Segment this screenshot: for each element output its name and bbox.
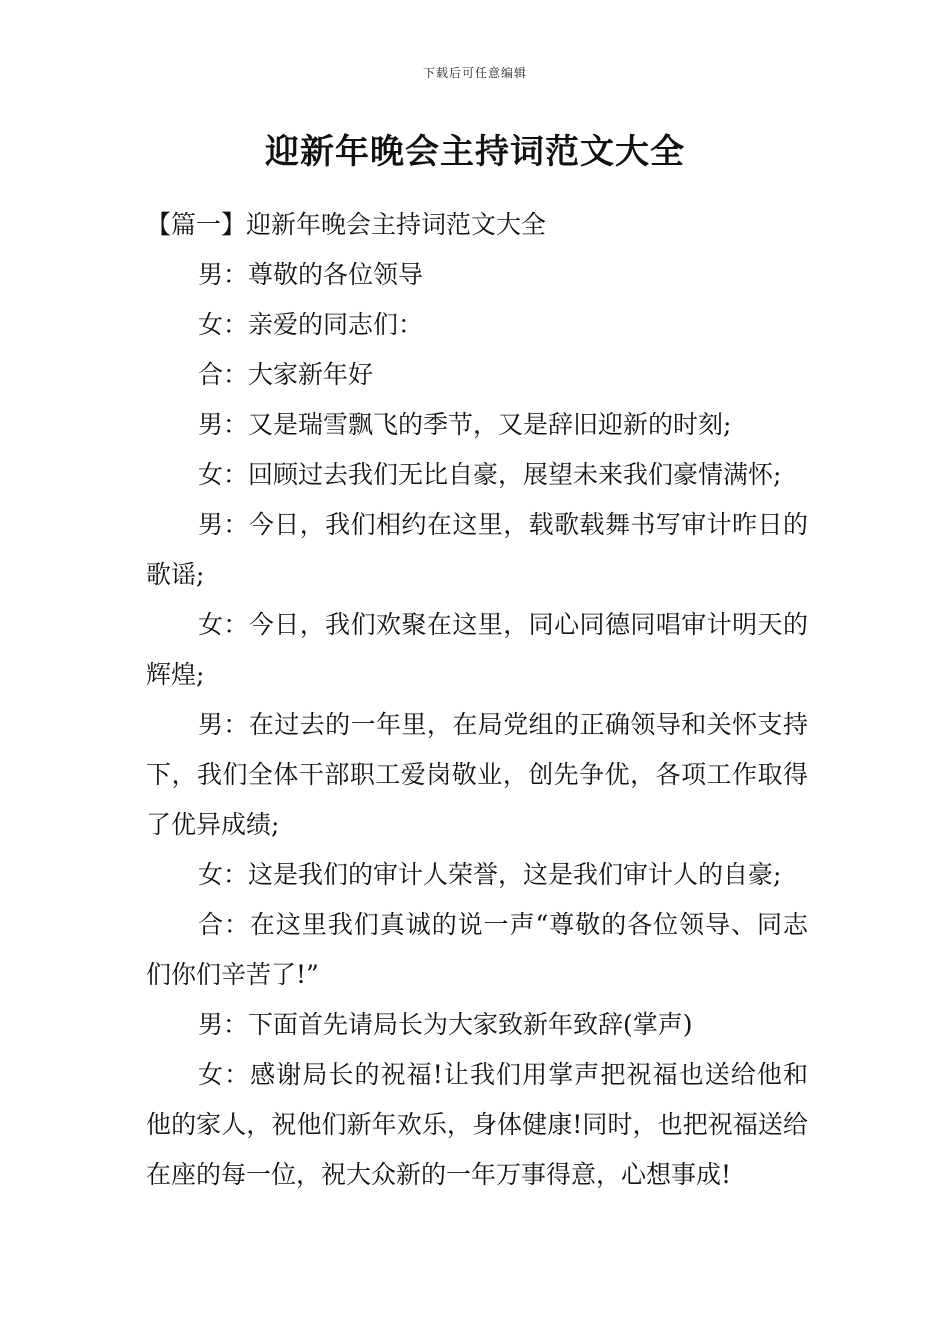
paragraph: 女：亲爱的同志们： (198, 310, 424, 339)
header-note: 下载后可任意编辑 (422, 66, 527, 80)
paragraph: 合：大家新年好 (198, 360, 374, 389)
paragraph: 男：尊敬的各位领导 (198, 260, 424, 289)
document-body (146, 200, 808, 1200)
paragraph: 男：今日，我们相约在这里，载歌载舞书写审计昨日的歌谣; (146, 510, 808, 589)
paragraph: 女：回顾过去我们无比自豪，展望未来我们豪情满怀; (198, 460, 782, 489)
paragraph: 男：在过去的一年里，在局党组的正确领导和关怀支持下，我们全体干部职工爱岗敬业，创先争优，各项工作取得了优异成绩; (146, 710, 808, 839)
document-title: 迎新年晚会主持词范文大全 (265, 132, 685, 172)
paragraph: 男：下面首先请局长为大家致新年致辞(掌声) (198, 1010, 693, 1039)
paragraph: 女：这是我们的审计人荣誉，这是我们审计人的自豪; (198, 860, 782, 889)
paragraph: 男：又是瑞雪飘飞的季节，又是辞旧迎新的时刻; (198, 410, 732, 439)
paragraph: 女：今日，我们欢聚在这里，同心同德同唱审计明天的辉煌; (146, 610, 808, 689)
paragraph: 女：感谢局长的祝福!让我们用掌声把祝福也送给他和他的家人，祝他们新年欢乐，身体健康!同时，也把祝福送给在座的每一位，祝大众新的一年万事得意，心想事成! (146, 1060, 808, 1189)
paragraph: 合：在这里我们真诚的说一声“尊敬的各位领导、同志们你们辛苦了!” (146, 910, 808, 989)
section-heading: 【篇一】迎新年晚会主持词范文大全 (146, 210, 547, 239)
